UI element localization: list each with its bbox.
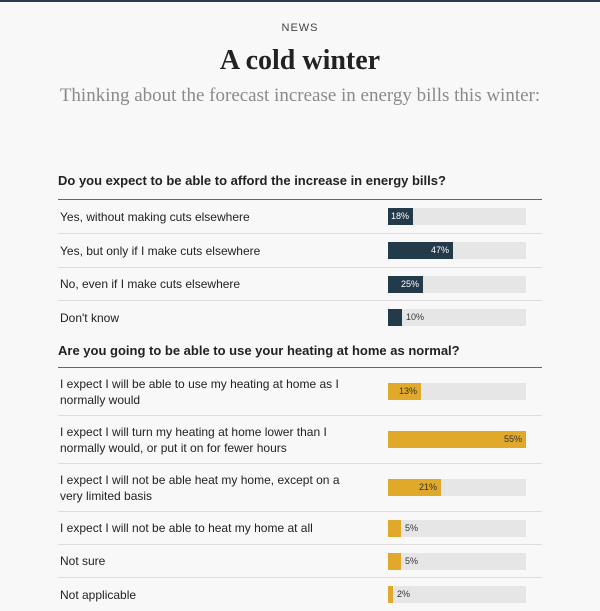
bar-row (58, 578, 542, 611)
bar-row (58, 200, 542, 234)
bar-value-label: 21% (419, 482, 438, 492)
bar-row (58, 464, 542, 512)
bar-track (388, 586, 526, 603)
bar-row (58, 545, 542, 578)
bar-category-label: I expect I will not be able to heat my home at all (60, 521, 313, 535)
bar-category-label: I expect I will be able to use my heating at home as I normally would (60, 376, 339, 407)
bar-value-label: 25% (401, 278, 420, 289)
bar-category-label: Don't know (60, 310, 119, 325)
chart-2-rows (58, 368, 542, 611)
bar-row (58, 368, 542, 416)
bar (388, 309, 402, 326)
bar-track (388, 479, 526, 496)
bar-track (388, 208, 526, 225)
section-kicker: NEWS (281, 22, 319, 34)
page-title: A cold winter (219, 45, 381, 76)
bar-track (388, 431, 526, 448)
bar (388, 553, 401, 570)
chart-1-question: Do you expect to be able to afford the increase in energy bills? (58, 170, 542, 200)
bar-value-label: 2% (397, 589, 411, 599)
bar-row (58, 301, 542, 334)
bar-category-label: I expect I will not be able heat my home, except on a very limited basis (60, 472, 340, 503)
bar-row (58, 512, 542, 545)
bar-category-label: I expect I will turn my heating at home lower than I normally would, or put it on for fewer hours (60, 424, 327, 455)
bar-value-label: 10% (406, 312, 425, 322)
bar-track (388, 242, 526, 259)
chart-2-question: Are you going to be able to use your heating at home as normal? (58, 334, 542, 368)
chart-1-rows (58, 200, 542, 334)
bar-track (388, 309, 526, 326)
page (0, 22, 600, 602)
bar-category-label: No, even if I make cuts elsewhere (60, 277, 241, 291)
bar-row (58, 416, 542, 464)
bar-row (58, 234, 542, 268)
bar-category-label: Not sure (60, 554, 106, 568)
bar-value-label: 5% (405, 555, 419, 566)
bar (388, 586, 393, 603)
bar (388, 520, 401, 537)
bar-value-label: 13% (399, 386, 418, 396)
bar-track (388, 553, 526, 570)
bar-row (58, 268, 542, 301)
bar-value-label: 47% (431, 245, 450, 255)
charts-container (58, 170, 542, 611)
bar-track (388, 276, 526, 293)
bar-track (388, 520, 526, 537)
bar-category-label: Yes, but only if I make cuts elsewhere (60, 243, 261, 258)
page-subtitle: Thinking about the forecast increase in energy bills this winter: (59, 85, 541, 106)
bar-category-label: Yes, without making cuts elsewhere (60, 209, 250, 224)
bar-category-label: Not applicable (60, 587, 137, 602)
bar-track (388, 383, 526, 400)
bar-value-label: 55% (504, 434, 523, 444)
bar-value-label: 5% (405, 522, 419, 533)
bar-value-label: 18% (391, 211, 410, 221)
